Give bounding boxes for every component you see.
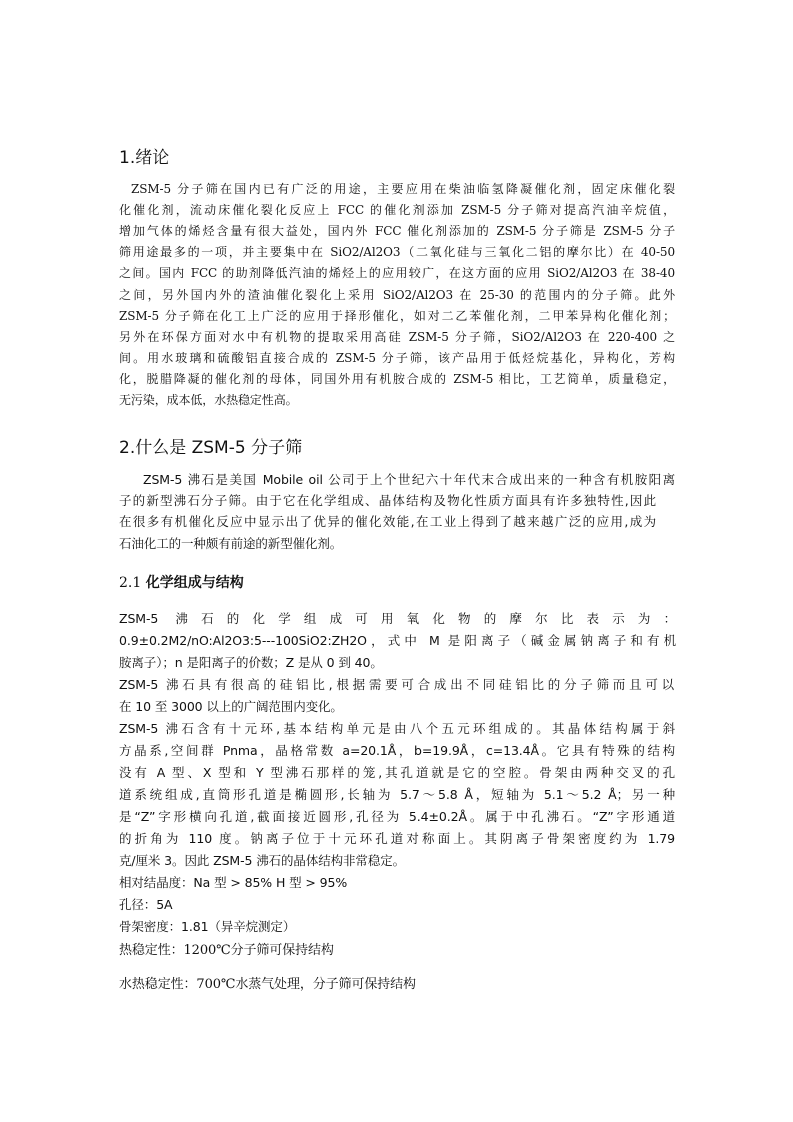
section-2-1-line: 在 10 至 3000 以上的广阔范围内变化。 — [119, 699, 343, 714]
section-1-line: ZSM-5 分子筛在化工上广泛的应用于择形催化，如对二乙苯催化剂，二甲苯异构化催化剂； — [119, 309, 675, 323]
section-2-1-line: 0.9±0.2M2/nO:Al2O3:5---100SiO2:ZH2O，式中 M 是阳离子（碱金属钠离子和有机 — [119, 633, 676, 648]
section-1-line: 之间。国内 FCC 的助剂降低汽油的烯烃上的应用较广，在这方面的应用 SiO2/Al2O3 在 38-40 — [119, 266, 675, 280]
section-2-1-line: 相对结晶度：Na 型 > 85% H 型 > 95% — [119, 875, 348, 890]
hydrothermal-stability: 水热稳定性：700℃水蒸气处理，分子筛可保持结构 — [119, 977, 416, 992]
section-1-line: ZSM-5 分子筛在国内已有广泛的用途，主要应用在柴油临氢降凝催化剂，固定床催化裂 — [131, 182, 675, 196]
section-2-1-line: 胺离子）；n 是阳离子的价数；Z 是从 0 到 40。 — [119, 655, 383, 670]
section-2-1-line: 没有 A 型、X 型和 Y 型沸石那样的笼,其孔道就是它的空腔。骨架由两种交叉的孔 — [119, 765, 675, 780]
section-2-1-line: 骨架密度：1.81（异辛烷测定） — [119, 919, 296, 934]
section-2-line: 在很多有机催化反应中显示出了优异的催化效能,在工业上得到了越来越广泛的应用,成为 — [119, 514, 656, 529]
section-1-line: 化，脱腊降凝的催化剂的母体，同国外用有机胺合成的 ZSM-5 相比，工艺简单，质量稳定， — [119, 372, 675, 386]
section-2-1-line: 的折角为 110 度。钠离子位于十元环孔道对称面上。其阴离子骨架密度约为 1.79 — [119, 831, 675, 846]
section-2-1-line: ZSM-5 沸石的化学组成可用氧化物的摩尔比表示为： — [119, 611, 676, 626]
section-1-heading: 1.绪论 — [119, 148, 170, 168]
section-1-line: 增加气体的烯烃含量有很大益处，国内外 FCC 催化剂添加的 ZSM-5 分子筛是 ZSM-5 分子 — [119, 224, 675, 238]
thermal-stability: 热稳定性：1200℃分子筛可保持结构 — [119, 943, 334, 958]
section-2-1-line: 克/厘米 3。因此 ZSM-5 沸石的晶体结构非常稳定。 — [119, 853, 406, 868]
section-2-1-line: 方晶系,空间群 Pnma，晶格常数 a=20.1Å，b=19.9Å，c=13.4Å。它具有特殊的结构 — [119, 743, 675, 758]
section-2-1-title: 化学组成与结构 — [145, 575, 244, 591]
section-1-line: 筛用途最多的一项，并主要集中在 SiO2/Al2O3（二氧化硅与三氧化二铝的摩尔比）在 40-50 — [119, 245, 675, 259]
section-2-1-number: 2.1 — [119, 575, 142, 591]
section-1-line: 之间，另外国内外的渣油催化裂化上采用 SiO2/Al2O3 在 25-30 的范围内的分子筛。此外 — [119, 288, 675, 302]
section-2-1-line: ZSM-5 沸石具有很高的硅铝比,根据需要可合成出不同硅铝比的分子筛而且可以 — [119, 677, 674, 692]
section-2-line: 子的新型沸石分子筛。由于它在化学组成、晶体结构及物化性质方面具有许多独特性,因此 — [119, 493, 656, 508]
section-2-1-line: 道系统组成,直筒形孔道是椭圆形,长轴为 5.7～5.8 Å，短轴为 5.1～5.2 Å；另一种 — [119, 787, 675, 802]
section-2-1-line: 孔径：5A — [119, 897, 173, 912]
section-1-line: 另外在环保方面对水中有机物的提取采用高硅 ZSM-5 分子筛，SiO2/Al2O3 在 220-400 之 — [119, 330, 675, 344]
section-2-line: ZSM-5 沸石是美国 Mobile oil 公司于上个世纪六十年代末合成出来的一种含有机胺阳离 — [143, 472, 675, 487]
section-1-line: 间。用水玻璃和硫酸铝直接合成的 ZSM-5 分子筛，该产品用于低烃烷基化，异构化，芳构 — [119, 351, 675, 365]
section-1-line: 化催化剂，流动床催化裂化反应上 FCC 的催化剂添加 ZSM-5 分子筛对提高汽油辛烷值， — [119, 203, 675, 217]
section-2-heading: 2.什么是 ZSM-5 分子筛 — [119, 438, 303, 458]
section-2-1-heading — [119, 573, 244, 593]
section-2-line: 石油化工的一种颇有前途的新型催化剂。 — [119, 536, 343, 551]
section-2-1-line: ZSM-5 沸石含有十元环,基本结构单元是由八个五元环组成的。其晶体结构属于斜 — [119, 721, 675, 736]
section-1-line: 无污染，成本低，水热稳定性高。 — [119, 393, 298, 407]
section-2-1-line: 是“Z”字形横向孔道,截面接近圆形,孔径为 5.4±0.2Å。属于中孔沸石。“Z”字形通道 — [119, 809, 675, 824]
